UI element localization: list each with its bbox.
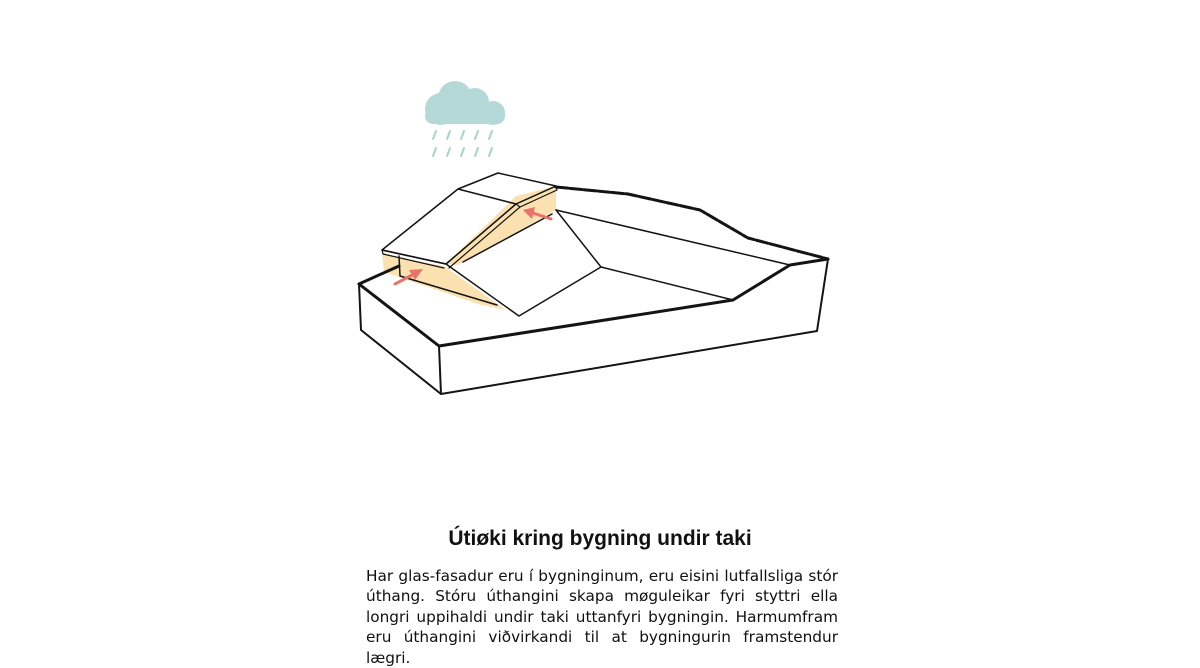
caption-title: Útiøki kring bygning undir taki [448,527,752,550]
caption-body: Har glas-fasadur eru í bygninginum, eru eisini lutfallsliga stór úthang. Stóru úthangini skapa møguleikar fyri styttri ella longri uppihaldi undir taki uttanfyri bygningin. Harmumfram eru úthangini viðvirkandi til at bygningurin framstendur lægri. [366,567,838,667]
sheltered-area [382,186,556,310]
rain-cloud-icon [425,81,505,156]
rain-drops [433,131,492,156]
